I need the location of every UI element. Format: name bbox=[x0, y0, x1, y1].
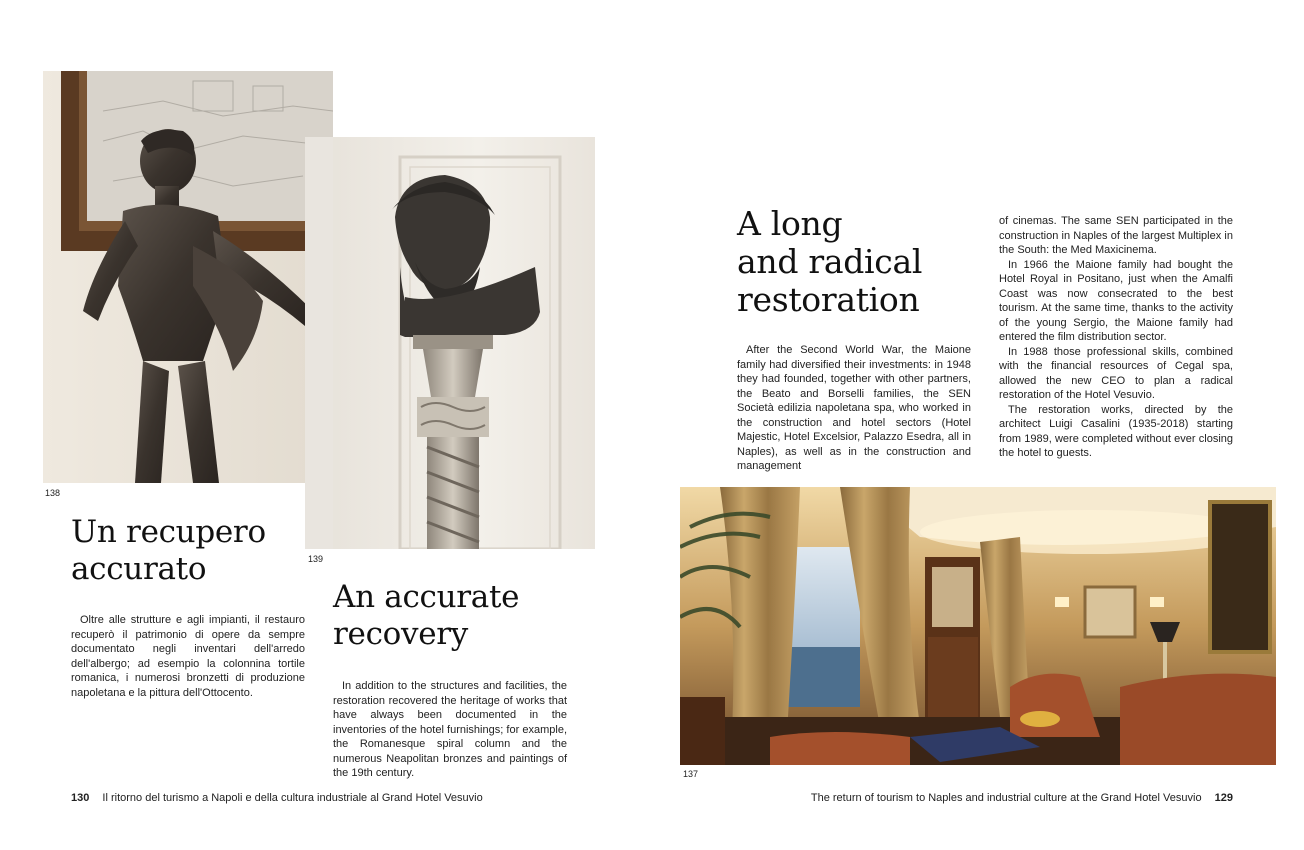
bronze-statue-icon bbox=[43, 71, 333, 483]
right-footer bbox=[811, 792, 1233, 804]
italian-heading-line-2: accurato bbox=[71, 551, 207, 587]
figure-139-number: 139 bbox=[308, 554, 324, 564]
col2-paragraph-1: of cinemas. The same SEN participated in the construction in Naples of the largest Multiplex in the South: the Med Maxicinema. bbox=[999, 215, 1233, 256]
italian-heading-line-1: Un recupero bbox=[71, 514, 266, 550]
english-paragraph: In addition to the structures and facilities, the restoration recovered the heritage of works that have always been documented in the inventories of the hotel furnishings; for example, the Romanesque spiral column and the numerous Neapolitan bronzes and paintings of the 19th century. bbox=[333, 680, 567, 779]
right-page-number: 129 bbox=[1214, 792, 1233, 804]
figure-137-photo bbox=[680, 487, 1276, 765]
figure-137-number: 137 bbox=[683, 769, 699, 779]
italian-paragraph: Oltre alle strutture e agli impianti, il restauro recuperò il patrimonio di opere da sempre documentato negli inventari dell'arredo dell'albergo; ad esempio la colonnina tortile romanica, i numerosi bronzetti di produzione napoletana e la pittura dell'Ottocento. bbox=[71, 614, 305, 699]
right-column-2 bbox=[999, 214, 1233, 461]
italian-body-text bbox=[71, 613, 305, 700]
figure-138-photo bbox=[43, 71, 333, 483]
col1-paragraph-1: After the Second World War, the Maione family had diversified their investments: in 1948 they had founded, together with other partners, the Beato and Borselli families, the SEN Società edilizia napoletana spa, who worked in the construction and hotel sectors (Hotel Majestic, Hotel Excelsior, Palazzo Esedra, all in Naples), as well as in the construction and management bbox=[737, 344, 971, 472]
right-column-1 bbox=[737, 343, 971, 474]
right-running-title: The return of tourism to Naples and industrial culture at the Grand Hotel Vesuvio bbox=[810, 792, 1202, 804]
right-heading-line-2: and radical bbox=[737, 242, 923, 281]
col2-paragraph-4: The restoration works, directed by the architect Luigi Casalini (1935-2018) starting from 1989, were completed without ever closing the hotel to guests. bbox=[999, 403, 1233, 459]
english-heading bbox=[333, 579, 519, 653]
col2-paragraph-2: In 1966 the Maione family had bought the Hotel Royal in Positano, just when the Amalfi Coast was now consecrated to the best tourism. At the same time, thanks to the activity of the young Sergio, the Maione family had entered the film distribution sector. bbox=[999, 258, 1233, 343]
italian-heading bbox=[71, 514, 266, 588]
left-footer bbox=[71, 792, 483, 804]
figure-139-photo bbox=[305, 137, 595, 549]
figure-138-number: 138 bbox=[45, 488, 61, 498]
left-running-title: Il ritorno del turismo a Napoli e della cultura industriale al Grand Hotel Vesuvio bbox=[102, 792, 483, 804]
left-page-number: 130 bbox=[71, 792, 90, 804]
right-heading-line-1: A long bbox=[737, 204, 843, 243]
col2-paragraph-3: In 1988 those professional skills, combined with the financial resources of Cegal spa, allowed the new CEO to plan a radical restoration of the Hotel Vesuvio. bbox=[999, 345, 1233, 401]
english-heading-line-2: recovery bbox=[333, 616, 468, 652]
english-body-text bbox=[333, 679, 567, 781]
bronze-bust-on-column-icon bbox=[305, 137, 595, 549]
hotel-suite-interior-icon bbox=[680, 487, 1276, 765]
right-heading-line-3: restoration bbox=[737, 280, 920, 319]
right-heading bbox=[737, 205, 922, 319]
english-heading-line-1: An accurate bbox=[333, 579, 520, 615]
